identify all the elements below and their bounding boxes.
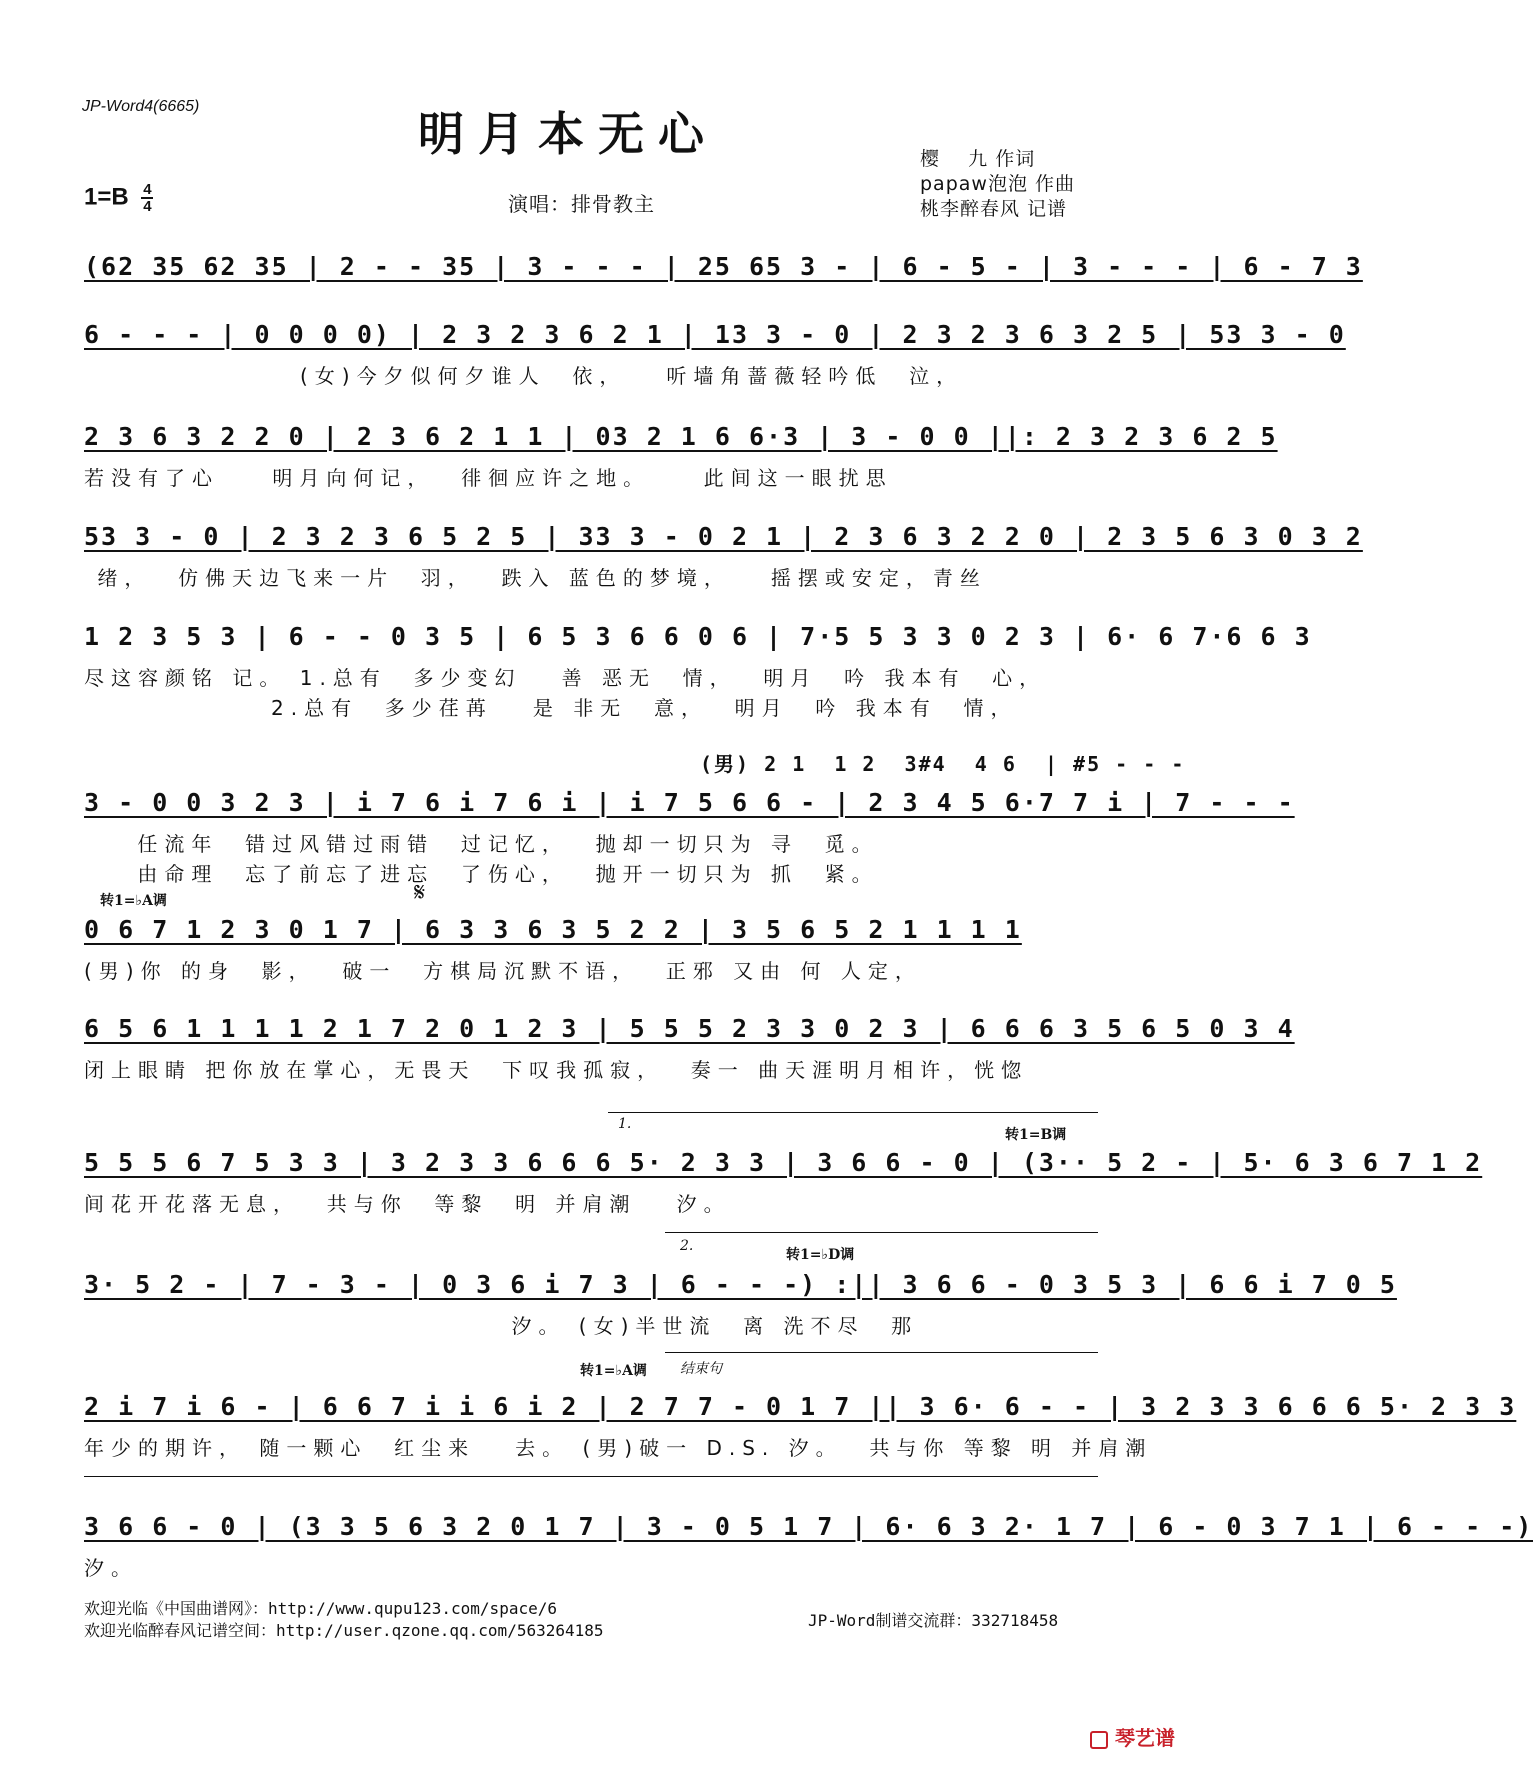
brand-logo [1090, 1722, 1175, 1751]
ending-2-bracket [665, 1232, 1098, 1233]
ending-1-label: 1. [618, 1116, 632, 1132]
lyric-line-5b: 2.总有 多少荏苒 是 非无 意， 明月 吟 我本有 情， [84, 696, 1018, 720]
brand-icon [1090, 1731, 1108, 1749]
ending-2-label: 2. [680, 1238, 694, 1254]
modulation-1: 转1=♭A调 [100, 893, 167, 909]
score-line-8: 6 5 6 1 1 1 1 2 1 7 2 0 1 2 3 | 5 5 5 2 3 3 0 2 3 | 6 6 6 3 5 6 5 0 3 4 [84, 1014, 1295, 1043]
coda-label: 结束句 [680, 1361, 722, 1377]
meter-top: 4 [143, 181, 152, 198]
score-line-9: 5 5 5 6 7 5 3 3 | 3 2 3 3 6 6 6 5· 2 3 3 | 3 6 6 - 0 | (3·· 5 2 - | 5· 6 3 6 7 1 2 [84, 1148, 1483, 1177]
score-line-12: 3 6 6 - 0 | (3 3 5 6 3 2 0 1 7 | 3 - 0 5 1 7 | 6· 6 3 2· 1 7 | 6 - 0 3 7 1 | 6 - - -) [84, 1512, 1533, 1541]
final-bracket [84, 1476, 1098, 1477]
credits [920, 147, 1075, 222]
lyric-line-11: 年少的期许， 随一颗心 红尘来 去。 (男)破一 D.S. 汐。 共与你 等黎 明 并肩潮 [84, 1436, 1153, 1460]
score-line-2: 6 - - - | 0 0 0 0) | 2 3 2 3 6 2 1 | 13 3 - 0 | 2 3 2 3 6 3 2 5 | 53 3 - 0 [84, 320, 1346, 349]
lyric-line-7: (男)你 的身 影， 破一 方棋局沉默不语， 正邪 又由 何 人定， [84, 959, 922, 983]
score-line-10: 3· 5 2 - | 7 - 3 - | 0 3 6 i 7 3 | 6 - - -) :|| 3 6 6 - 0 3 5 3 | 6 6 i 7 0 5 [84, 1270, 1397, 1299]
meter-bottom: 4 [143, 198, 152, 215]
score-line-11: 2 i 7 i 6 - | 6 6 7 i i 6 i 2 | 2 7 7 - 0 1 7 || 3 6· 6 - - | 3 2 3 3 6 6 6 5· 2 3 3 [84, 1392, 1517, 1421]
lyric-line-6b: 由命理 忘了前忘了进忘 了伤心， 抛开一切只为 抓 紧。 [84, 862, 879, 886]
software-label: JP-Word4(6665) [82, 98, 200, 115]
modulation-3: 转1=♭D调 [786, 1247, 855, 1263]
footer-links [84, 1598, 604, 1642]
lyric-line-10: 汐。 (女)半世流 离 洗不尽 那 [84, 1314, 919, 1338]
lyric-line-9: 间花开花落无息， 共与你 等黎 明 并肩潮 汐。 [84, 1192, 731, 1216]
page-title: 明月本无心 [418, 107, 718, 161]
modulation-2: 转1=B调 [1005, 1127, 1067, 1143]
lyric-line-6a: 任流年 错过风错过雨错 过记忆， 抛却一切只为 寻 觅。 [84, 832, 879, 856]
composer: papaw泡泡 作曲 [920, 173, 1075, 195]
score-line-5: 1 2 3 5 3 | 6 - - 0 3 5 | 6 5 3 6 6 0 6 | 7·5 5 3 3 0 2 3 | 6· 6 7·6 6 3 [84, 622, 1312, 651]
score-upper-6: (男) 2 1 1 2 3#4 4 6 | #5 - - - [700, 752, 1186, 776]
modulation-4: 转1=♭A调 [580, 1363, 647, 1379]
singer-label: 演唱：排骨教主 [508, 192, 655, 216]
key-label: 1=B [84, 183, 129, 211]
lyric-line-12: 汐。 [84, 1556, 138, 1580]
footer-link-2[interactable]: 欢迎光临醉春风记谱空间：http://user.qzone.qq.com/563264185 [84, 1621, 604, 1640]
ending-1-bracket [608, 1112, 1098, 1113]
brand-label: 琴艺谱 [1114, 1726, 1175, 1750]
score-line-6: 3 - 0 0 3 2 3 | i 7 6 i 7 6 i | i 7 5 6 6 - | 2 3 4 5 6·7 7 i | 7 - - - [84, 788, 1295, 817]
footer-link-1[interactable]: 欢迎光临《中国曲谱网》：http://www.qupu123.com/space/6 [84, 1599, 557, 1618]
lyric-line-3: 若没有了心 明月向何记， 徘徊应许之地。 此间这一眼扰思 [84, 466, 893, 490]
key-signature [84, 183, 153, 213]
score-line-3: 2 3 6 3 2 2 0 | 2 3 6 2 1 1 | 03 2 1 6 6·3 | 3 - 0 0 ||: 2 3 2 3 6 2 5 [84, 422, 1278, 451]
lyric-line-8: 闭上眼睛 把你放在掌心，无畏天 下叹我孤寂， 奏一 曲天涯明月相许，恍惚 [84, 1058, 1029, 1082]
lyric-line-4: 绪， 仿佛天边飞来一片 羽， 跌入 蓝色的梦境， 摇摆或安定，青丝 [84, 566, 987, 590]
coda-bracket [665, 1352, 1098, 1353]
lyricist: 樱 九 作词 [920, 148, 1036, 170]
lyric-line-2: (女)今夕似何夕谁人 依， 听墙角蔷薇轻吟低 泣， [300, 364, 964, 388]
lyric-line-5a: 尽这容颜铭 记。 1.总有 多少变幻 善 恶无 情， 明月 吟 我本有 心， [84, 666, 1047, 690]
score-line-7: 0 6 7 1 2 3 0 1 7 | 6 3 3 6 3 5 2 2 | 3 5 6 5 2 1 1 1 1 [84, 915, 1022, 944]
score-line-4: 53 3 - 0 | 2 3 2 3 6 5 2 5 | 33 3 - 0 2 1 | 2 3 6 3 2 2 0 | 2 3 5 6 3 0 3 2 [84, 522, 1363, 551]
score-line-1: (62 35 62 35 | 2 - - 35 | 3 - - - | 25 65 3 - | 6 - 5 - | 3 - - - | 6 - 7 3 [84, 252, 1363, 281]
time-signature [141, 183, 153, 213]
footer-group: JP-Word制谱交流群：332718458 [808, 1611, 1059, 1630]
segno-icon: 𝄋 [414, 878, 426, 908]
transcriber: 桃李醉春风 记谱 [920, 198, 1068, 220]
